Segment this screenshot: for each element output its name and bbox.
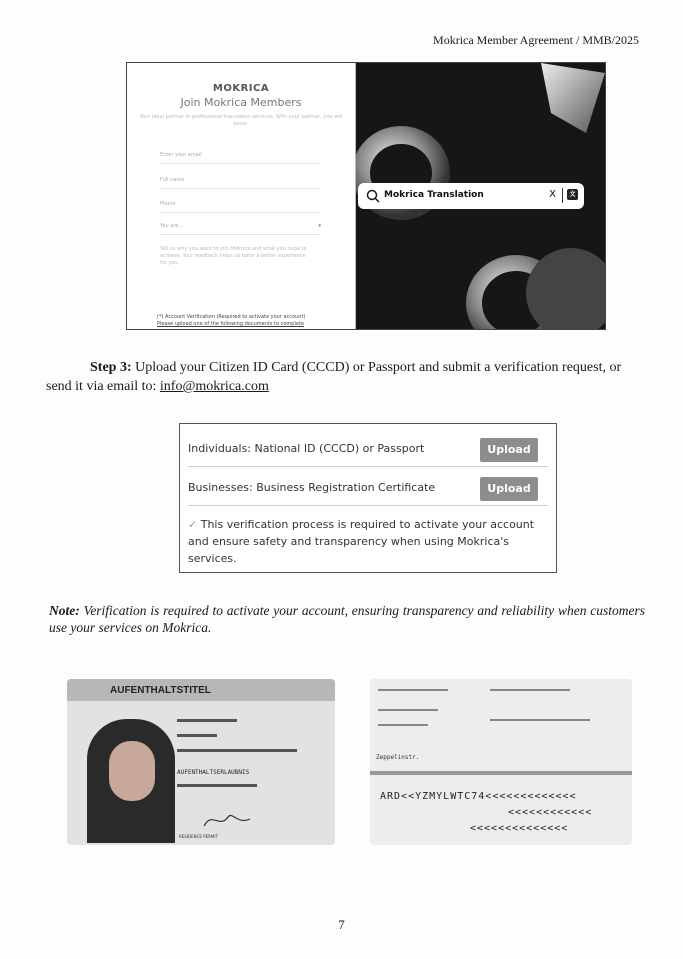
signature-mark: [202, 811, 252, 831]
card-title: AUFENTHALTSTITEL: [110, 685, 211, 696]
portrait-face: [109, 741, 155, 801]
step3-label: Step 3:: [90, 360, 132, 375]
card-text-line: [177, 719, 237, 722]
motivation-textarea[interactable]: Tell us why you want to join Mokrica and what you hope to achieve. Your feedback helps us tailor a better experience for you.: [160, 246, 307, 266]
search-icon: [366, 189, 380, 203]
card-text-line: [378, 709, 438, 711]
upload-row-businesses: [188, 469, 548, 506]
mrz-line-3: <<<<<<<<<<<<<<: [470, 823, 569, 834]
card-text-line: [490, 719, 590, 721]
mrz-line-1: ARD<<YZMYLWTC74<<<<<<<<<<<<<: [380, 791, 577, 802]
note-text: Verification is required to activate your account, ensuring transparency and reliability when customers use your services on Mokrica.: [49, 603, 645, 635]
fullname-field[interactable]: Full name: [160, 177, 320, 189]
step3-text: Upload your Citizen ID Card (CCCD) or Passport and submit a verification request, or send it via email to:: [46, 360, 622, 394]
card-text-line: [378, 689, 448, 691]
upload-button-individuals[interactable]: Upload: [480, 438, 538, 462]
upload-note: [188, 516, 538, 567]
note-label: Note:: [49, 603, 80, 618]
phone-field[interactable]: Phone: [160, 201, 320, 213]
running-header: Mokrica Member Agreement / MMB/2025: [433, 33, 639, 47]
mrz-line-2: <<<<<<<<<<<<: [508, 807, 593, 818]
close-icon[interactable]: X: [549, 189, 556, 200]
upload-row-label: Businesses: Business Registration Certificate: [188, 481, 436, 494]
search-text: Mokrica Translation: [384, 190, 484, 200]
verification-note: [157, 314, 329, 328]
check-icon: ✓: [188, 518, 201, 531]
email-link[interactable]: info@mokrica.com: [159, 379, 269, 394]
upload-row-individuals: [188, 430, 548, 467]
permit-type: AUFENTHALTSERLAUBNIS: [177, 769, 250, 776]
id-card-back-image: [370, 679, 632, 845]
note-paragraph: [49, 602, 645, 636]
card-text-line: [177, 784, 257, 787]
upload-button-businesses[interactable]: Upload: [480, 477, 538, 501]
card-text-line: [378, 724, 428, 726]
card-text-line: [490, 689, 570, 691]
step3-paragraph: [46, 358, 636, 396]
translate-icon[interactable]: 文: [567, 189, 578, 200]
verification-line-1: (*) Account Verification (Required to activate your account): [157, 314, 306, 320]
separator: [562, 188, 563, 203]
card-text-line: [177, 734, 217, 737]
upload-note-text: This verification process is required to activate your account and ensure safety and transparency when using Mokrica's services.: [188, 518, 535, 565]
upload-box: [179, 423, 557, 573]
join-subtitle: Your ideal partner in professional translation services. With your partner, you will excel.: [139, 114, 343, 127]
email-field[interactable]: Enter your email: [160, 152, 320, 164]
join-title: Join Mokrica Members: [180, 96, 302, 109]
id-card-front-image: [67, 679, 335, 845]
role-select[interactable]: You are...: [160, 223, 320, 235]
upload-row-label: Individuals: National ID (CCCD) or Passport: [188, 442, 425, 455]
signup-form-panel: [127, 63, 356, 329]
card-stripe: [370, 771, 632, 775]
card-text-line: [177, 749, 297, 752]
residence-permit-label: RESIDENCE PERMIT: [179, 834, 219, 839]
search-bar[interactable]: [358, 183, 584, 209]
street-text: Zeppelinstr.: [376, 754, 420, 761]
verification-line-2: Please upload one of the following documents to complete: [157, 321, 304, 327]
signup-screenshot-figure: [126, 62, 606, 330]
chevron-down-icon: ▾: [318, 223, 321, 229]
brand-logo: MOKRICA: [212, 83, 270, 94]
page-number: 7: [338, 917, 345, 932]
